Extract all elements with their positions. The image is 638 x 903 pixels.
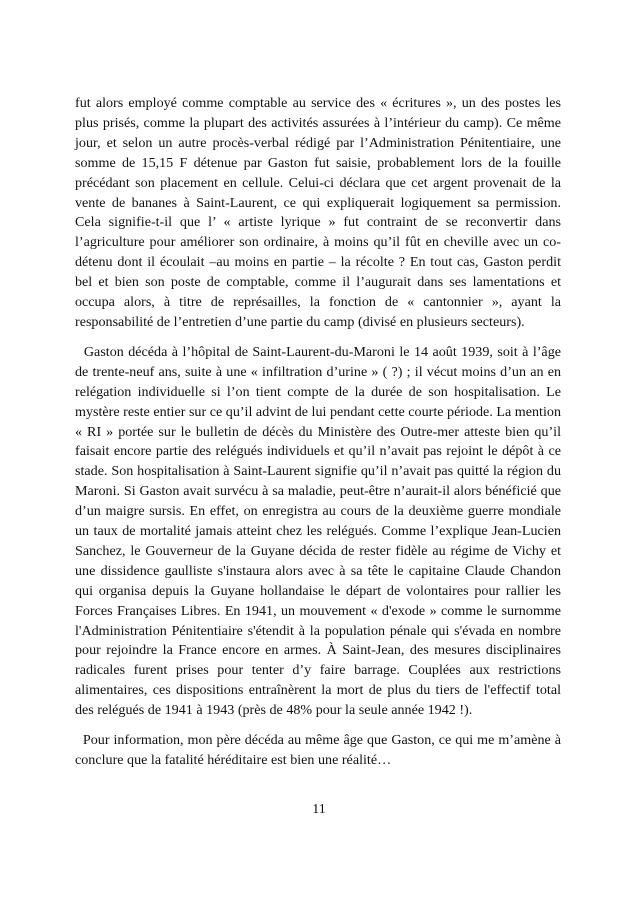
- page-number: 11: [312, 802, 326, 817]
- paragraph-3: Pour information, mon père décéda au même âge que Gaston, ce qui me m’amène à conclure que la fatalité héréditaire est bien une réalité…: [75, 732, 561, 768]
- body-text: [75, 94, 561, 771]
- paragraph-2: Gaston décéda à l’hôpital de Saint-Laurent-du-Maroni le 14 août 1939, soit à l’âge de trente-neuf ans, suite à une « infiltration d’urine » ( ?) ; il vécut moins d’un an en relégation individuelle si l’on tient compte de la durée de son hospitalisation. Le mystère reste entier sur ce qu’il advint de lui pendant cette courte période. La mention « RI » portée sur le bulletin de décès du Ministère des Outre-mer atteste bien qu’il faisait encore partie des relégués individuels et qu’il n’avait pas rejoint le dépôt à ce stade. Son hospitalisation à Saint-Laurent signifie qu’il n’avait pas quitté la région du Maroni. Si Gaston avait survécu à sa maladie, peut-être n’aurait-il alors bénéficié que d’un maigre sursis. En effet, on enregistra au cours de la deuxième guerre mondiale un taux de mortalité jamais atteint chez les relégués. Comme l’explique Jean-Lucien Sanchez, le Gouverneur de la Guyane décida de rester fidèle au régime de Vichy et une dissidence gaulliste s'instaura alors avec à sa tête le capitaine Claude Chandon qui organisa depuis la Guyane hollandaise le départ de volontaires pour rallier les Forces Françaises Libres. En 1941, un mouvement « d'exode » comme le surnomme l'Administration Pénitentiaire s'étendit à la population pénale qui s'évada en nombre pour rejoindre la France encore en armes. À Saint-Jean, des mesures disciplinaires radicales furent prises pour tenter d’y faire barrage. Couplées aux restrictions alimentaires, ces dispositions entraînèrent la mort de plus du tiers de l'effectif total des relégués de 1941 à 1943 (près de 48% pour la seule année 1942 !).: [75, 343, 561, 719]
- paragraph-1: fut alors employé comme comptable au service des « écritures », un des postes les plus prisés, comme la plupart des activités assurées à l’intérieur du camp). Ce même jour, et selon un autre procès-verbal rédigé par l’Administration Pénitentiaire, une somme de 15,15 F détenue par Gaston fut saisie, probablement lors de la fouille précédant son placement en cellule. Celui-ci déclara que cet argent provenait de la vente de bananes à Saint-Laurent, ce qui expliquerait logiquement sa permission. Cela signifie-t-il que l’ « artiste lyrique » fut contraint de se reconvertir dans l’agriculture pour améliorer son ordinaire, à moins qu’il fût en cheville avec un co- détenu dont il écoulait –au moins en partie – la récolte ? En tout cas, Gaston perdit bel et bien son poste de comptable, comme il l’augurait dans ses lamentations et occupa alors, à titre de représailles, la fonction de « cantonnier », ayant la responsabilité de l’entretien d’une partie du camp (divisé en plusieurs secteurs).: [75, 95, 561, 330]
